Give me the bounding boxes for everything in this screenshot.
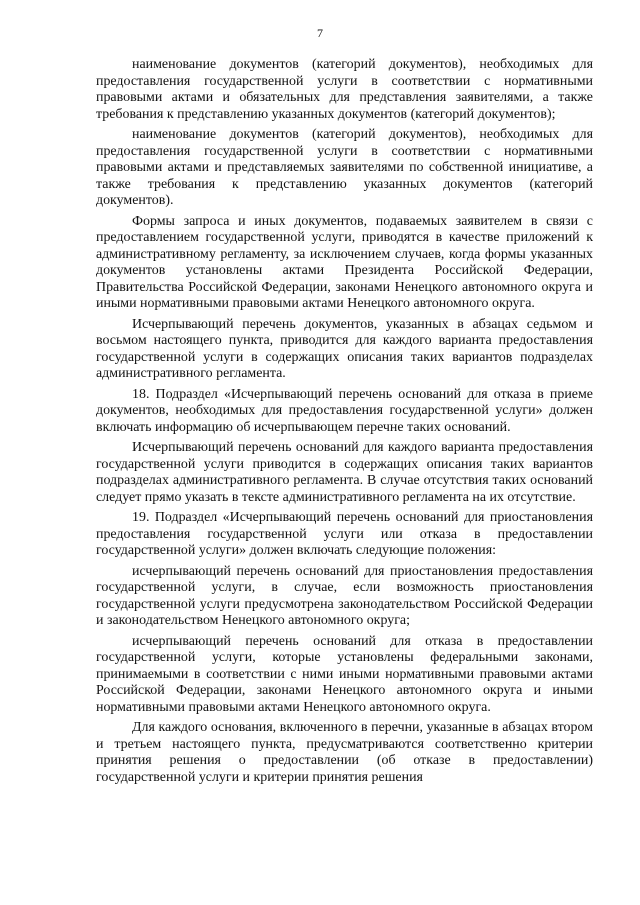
- paragraph: Формы запроса и иных документов, подаваемых заявителем в связи с предоставлением государственной услуги, приводятся в качестве приложений к административному регламенту, за исключением случаев, когда формы указанных документов установлены актами Президента Российской Федерации, Правительства Российской Федерации, законами Ненецкого автономного округа и иными нормативными правовыми актами Ненецкого автономного округа.: [96, 213, 593, 311]
- paragraph: Исчерпывающий перечень документов, указанных в абзацах седьмом и восьмом настоящего пункта, приводится для каждого варианта предоставления государственной услуги в содержащих описания таких вариантов подразделах административного регламента.: [96, 316, 593, 381]
- paragraph-section-18: 18. Подраздел «Исчерпывающий перечень оснований для отказа в приеме документов, необходимых для предоставления государственной услуги» должен включать информацию об исчерпывающем перечне таких оснований.: [96, 386, 593, 435]
- page-number: 7: [317, 26, 323, 40]
- paragraph: Исчерпывающий перечень оснований для каждого варианта предоставления государственной услуги приводится в содержащих описания таких вариантов подразделах административного регламента. В случае отсутствия таких оснований следует прямо указать в тексте административного регламента на их отсутствие.: [96, 440, 593, 505]
- body-text: [96, 57, 593, 790]
- paragraph: исчерпывающий перечень оснований для отказа в предоставлении государственной услуги, которые установлены федеральными законами, принимаемыми в соответствии с ними иными нормативными правовыми актами Российской Федерации, законами Ненецкого автономного округа и иными нормативными правовыми актами Ненецкого автономного округа.: [96, 633, 593, 715]
- paragraph-section-19: 19. Подраздел «Исчерпывающий перечень оснований для приостановления предоставления государственной услуги или отказа в предоставлении государственной услуги» должен включать следующие положения:: [96, 510, 593, 558]
- paragraph: исчерпывающий перечень оснований для приостановления предоставления государственной услуги, в случае, если возможность приостановления государственной услуги предусмотрена законодательством Российской Федерации и законодательством Ненецкого автономного округа;: [96, 563, 593, 628]
- paragraph: наименование документов (категорий документов), необходимых для предоставления государственной услуги в соответствии с нормативными правовыми актами и обязательных для представления заявителями, а также требования к представлению указанных документов (категорий документов);: [96, 57, 593, 122]
- paragraph: наименование документов (категорий документов), необходимых для предоставления государственной услуги в соответствии с нормативными правовыми актами и представляемых заявителями по собственной инициативе, а также требования к представлению указанных документов (категорий документов).: [96, 127, 593, 208]
- paragraph: Для каждого основания, включенного в перечни, указанные в абзацах втором и третьем настоящего пункта, предусматриваются соответственно критерии принятия решения о предоставлении (об отказе в предоставлении) государственной услуги и критерии принятия решения: [96, 720, 593, 785]
